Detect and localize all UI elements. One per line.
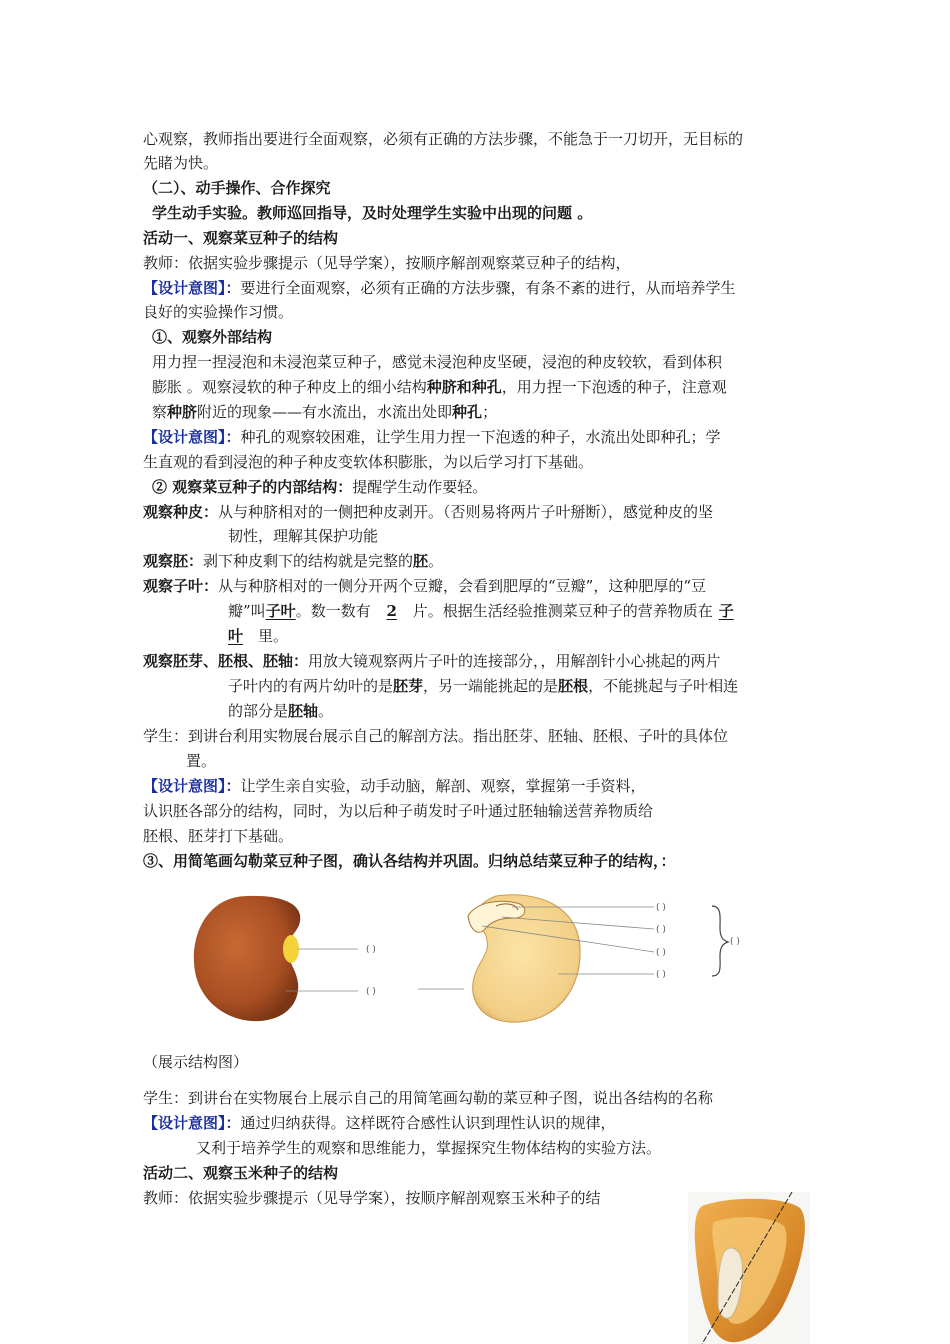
- answer: 叶: [228, 627, 244, 645]
- intent-text: 通过归纳获得。这样既符合感性认识到理性认识的规律，: [240, 1114, 616, 1132]
- text-line: 又利于培养学生的观察和思维能力，掌握探究生物体结构的实验方法。: [196, 1139, 662, 1157]
- text-span: ，用力捏一下泡透的种子，注意观: [501, 378, 727, 396]
- design-intent: [143, 427, 721, 447]
- text-line: [143, 502, 713, 522]
- bean-seed-shape: [194, 896, 300, 1021]
- intent-label: 【设计意图】：: [143, 428, 241, 446]
- text-line: 学生：到讲台在实物展台上展示自己的用简笔画勾勒的菜豆种子图，说出各结构的名称: [143, 1089, 714, 1107]
- text-line: [152, 402, 497, 422]
- text-line: 认识胚各部分的结构，同时，为以后种子萌发时子叶通过胚轴输送营养物质给: [143, 802, 654, 820]
- label-blank: ( ): [366, 945, 376, 955]
- text-line: [228, 701, 333, 721]
- text-span: 。: [318, 702, 334, 720]
- text-span: ，另一端能挑起的是: [423, 677, 559, 695]
- text-span: 膨胀 。观察浸软的种子种皮上的细小结构: [152, 378, 427, 396]
- subsection-heading: ①、观察外部结构: [152, 328, 273, 346]
- text-line: 心观察，教师指出要进行全面观察，必须有正确的方法步骤，不能急于一刀切开，无目标的: [143, 130, 744, 148]
- intent-label: 【设计意图】：: [143, 777, 241, 795]
- subsection-heading: ③、用简笔画勾勒菜豆种子图，确认各结构并巩固。归纳总结菜豆种子的结构，：: [143, 852, 676, 870]
- label-blank: ( ): [656, 925, 666, 935]
- text-line: 置。: [186, 752, 217, 770]
- text-span: 从与种脐相对的一侧分开两个豆瓣，会看到肥厚的“豆瓣”，这种肥厚的“豆: [218, 577, 707, 595]
- label-blank: ( ): [366, 987, 376, 997]
- design-intent: [143, 776, 646, 796]
- text-line: [152, 377, 727, 397]
- step-label: 观察子叶：: [143, 577, 219, 595]
- text-span: 的部分是: [228, 702, 289, 720]
- text-span: 里。: [258, 627, 289, 645]
- text-span: ；: [482, 403, 498, 421]
- term: 胚: [413, 552, 429, 570]
- answer: 子: [718, 602, 734, 620]
- text-line: [228, 626, 288, 646]
- text-line: 良好的实验操作习惯。: [143, 303, 294, 321]
- answer: 2: [386, 602, 397, 620]
- term: 种孔: [452, 403, 483, 421]
- hilum-mark: [283, 935, 299, 963]
- subsection-heading: [152, 477, 487, 497]
- label-blank: ( ): [656, 970, 666, 980]
- text-line: 教师：依据实验步骤提示（见导学案），按顺序解剖观察玉米种子的结: [143, 1189, 601, 1207]
- term: 胚根: [558, 677, 589, 695]
- text-span: ，不能挑起与子叶相连: [588, 677, 739, 695]
- intent-text: 种孔的观察较困难，让学生用力捏一下泡透的种子，水流出处即种孔；学: [240, 428, 721, 446]
- step-label: 观察胚：: [143, 552, 204, 570]
- text-line: 韧性，理解其保护功能: [228, 527, 379, 545]
- text-span: 用放大镜观察两片子叶的连接部分，，用解剖针小心挑起的两片: [308, 652, 721, 670]
- figure-caption: （展示结构图）: [143, 1053, 249, 1071]
- term: 胚轴: [288, 702, 319, 720]
- label-blank: ( ): [656, 903, 666, 913]
- text-line: 生直观的看到浸泡的种子种皮变软体积膨胀，为以后学习打下基础。: [143, 453, 594, 471]
- answer: 子叶: [265, 602, 296, 620]
- text-span: 察: [152, 403, 168, 421]
- activity-heading: 活动二、观察玉米种子的结构: [143, 1164, 339, 1182]
- text-line: [143, 651, 721, 671]
- text-line: [228, 676, 738, 696]
- design-intent: [143, 1113, 616, 1133]
- intent-text: 要进行全面观察，必须有正确的方法步骤，有条不紊的进行，从而培养学生: [240, 279, 736, 297]
- term: 种脐: [167, 403, 198, 421]
- text-span: 提醒学生动作要轻。: [352, 478, 488, 496]
- text-span: 从与种脐相对的一侧把种皮剥开。（否则易将两片子叶掰断），感觉种皮的坚: [218, 503, 714, 521]
- text-span: 瓣”叫: [228, 602, 266, 620]
- text-line: [143, 551, 443, 571]
- text-span: 。数一数有: [295, 602, 371, 620]
- term: 胚芽: [393, 677, 424, 695]
- bean-seed-external-figure: [190, 893, 420, 1028]
- text-line: 先睹为快。: [143, 154, 219, 172]
- intent-label: 【设计意图】：: [143, 1114, 241, 1132]
- activity-heading: 活动一、观察菜豆种子的结构: [143, 229, 339, 247]
- step-label: 观察种皮：: [143, 503, 219, 521]
- label-blank: ( ): [730, 937, 740, 947]
- intent-label: 【设计意图】：: [143, 279, 241, 297]
- bean-seed-internal-figure: [418, 888, 768, 1028]
- text-span: 片。根据生活经验推测菜豆种子的营养物质在: [412, 602, 713, 620]
- text-line: [143, 576, 706, 596]
- text-line: 学生动手实验。教师巡回指导，及时处理学生实验中出现的问题 。: [152, 204, 593, 222]
- label-blank: ( ): [656, 948, 666, 958]
- text-span: 附近的现象——有水流出，水流出处即: [197, 403, 453, 421]
- text-line: 用力捏一捏浸泡和未浸泡菜豆种子，感觉未浸泡种皮坚硬，浸泡的种皮较软，看到体积: [152, 353, 723, 371]
- brace: [712, 906, 728, 976]
- section-heading: （二）、动手操作、合作探究: [143, 179, 331, 197]
- step-label: 观察胚芽、胚根、胚轴：: [143, 652, 309, 670]
- intent-text: 让学生亲自实验，动手动脑，解剖、观察，掌握第一手资料，: [240, 777, 646, 795]
- term: 种脐和种孔: [426, 378, 502, 396]
- text-line: 学生：到讲台利用实物展台展示自己的解剖方法。指出胚芽、胚轴、胚根、子叶的具体位: [143, 727, 729, 745]
- design-intent: [143, 278, 736, 298]
- text-line: [228, 601, 734, 621]
- corn-seed-figure: [688, 1192, 810, 1344]
- text-span: 剥下种皮剩下的结构就是完整的: [203, 552, 414, 570]
- heading-text: ② 观察菜豆种子的内部结构：: [152, 478, 353, 496]
- text-line: 胚根、胚芽打下基础。: [143, 827, 294, 845]
- text-span: 子叶内的有两片幼叶的是: [228, 677, 394, 695]
- text-line: 教师：依据实验步骤提示（见导学案），按顺序解剖观察菜豆种子的结构，: [143, 254, 631, 272]
- text-span: 。: [428, 552, 444, 570]
